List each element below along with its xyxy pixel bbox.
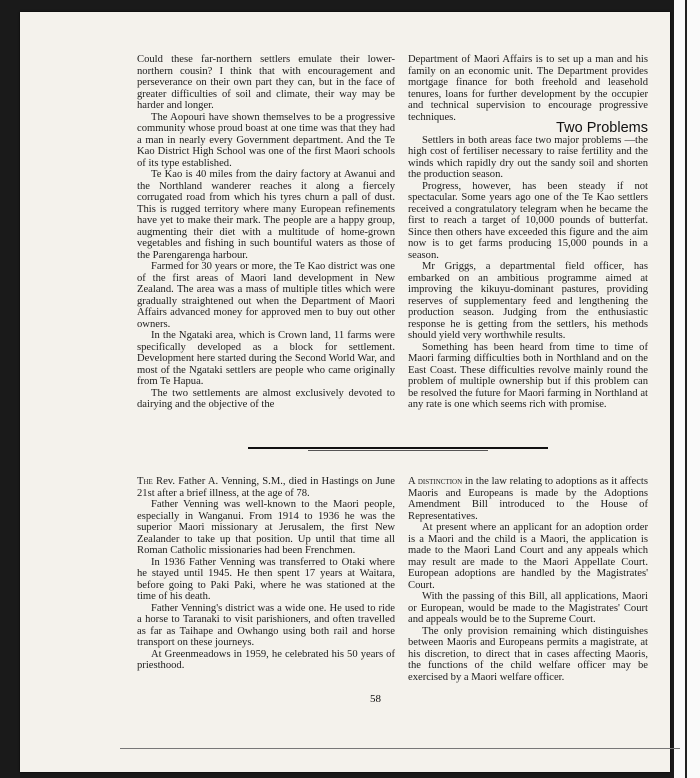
- paragraph: The Aopouri have shown themselves to be a progressive community whose proud boast at one time was that they had a man in nearly every Government department. And the Te Kao District High School was one of the first Maori schools of its type established.: [137, 111, 395, 169]
- column-top-left: [137, 54, 395, 411]
- paragraph: [408, 476, 648, 522]
- paragraph: Something has been heard from time to time of Maori farming difficulties both in Northland and on the East Coast. These difficulties revolve mainly round the problem of multiple ownership but if this problem can be resolved the future for Maori farming in Northland at any rate is one which seems rich with promise.: [408, 341, 648, 410]
- lead-word: A distinction: [408, 476, 463, 487]
- paragraph: Te Kao is 40 miles from the dairy factory at Awanui and the Northland wanderer reaches it along a fiercely corrugated road from which his tyres churn a pall of dust. This is rugged territory where many European refinements have yet to make their mark. The people are a happy group, augmenting their diet with a multitude of home-grown vegetables and fishing in such bountiful waters as those of the Parengarenga harbour.: [137, 169, 395, 261]
- column-bottom-left: [137, 476, 395, 672]
- page-number: 58: [370, 693, 381, 705]
- paragraph: [137, 476, 395, 499]
- paragraph-text: Rev. Father A. Venning, S.M., died in Hastings on June 21st after a brief illness, at the age of 78.: [137, 476, 395, 499]
- paragraph: In 1936 Father Venning was transferred to Otaki where he stayed until 1945. He then spent 17 years at Waitara, before going to Paki Paki, where he was stationed at the time of his death.: [137, 556, 395, 602]
- paragraph: Father Venning's district was a wide one. He used to ride a horse to Taranaki to visit parishioners, and often travelled as far as Taihape and Owhango using both rail and horse transport on these journeys.: [137, 602, 395, 648]
- section-heading: Two Problems: [556, 120, 648, 136]
- paragraph: At Greenmeadows in 1959, he celebrated his 50 years of priesthood.: [137, 648, 395, 671]
- paragraph: Progress, however, has been steady if not spectacular. Some years ago one of the Te Kao settlers received a congratulatory telegram when he became the first to reach a target of 10,000 pounds of butterfat. Since then others have exceeded this figure and the aim now is to get farms producing 15,000 pounds in a season.: [408, 180, 648, 261]
- paragraph: Father Venning was well-known to the Maori people, especially in Wanganui. From 1914 to 1936 he was the superior Maori missionary at Jerusalem, the first New Zealander to take up that position. Up until that time all Roman Catholic missionaries had been Frenchmen.: [137, 499, 395, 556]
- paragraph: The two settlements are almost exclusively devoted to dairying and the objective of the: [137, 387, 395, 410]
- lead-word: The: [137, 476, 153, 487]
- paragraph: In the Ngataki area, which is Crown land, 11 farms were specifically developed as a block for settlement. Development here started during the Second World War, and most of the Ngataki settlers are people who came originally from Te Hapua.: [137, 330, 395, 387]
- paragraph: Farmed for 30 years or more, the Te Kao district was one of the first areas of Maori land development in New Zealand. The area was a mass of multiple titles which were gradually straightened out when the Department of Maori Affairs advanced money for approved men to buy out other owners.: [137, 261, 395, 330]
- column-bottom-right: [408, 476, 648, 683]
- paragraph-text: in the law relating to adoptions as it affects Maoris and Europeans is made by the Adoptions Amendment Bill introduced to the House of Representatives.: [408, 476, 648, 522]
- paragraph: At present where an applicant for an adoption order is a Maori and the child is a Maori, the application is made to the Maori Land Court and any appeals which may result are made to the Maori Appellate Court. European adoptions are handled by the Magistrates' Court.: [408, 522, 648, 591]
- page-bottom-edge: [120, 748, 680, 749]
- paragraph: Department of Maori Affairs is to set up a man and his family on an economic unit. The Department provides mortgage finance for both freehold and leasehold tenures, loans for further development by the occupier and technical supervision to encourage progressive techniques.: [408, 54, 648, 123]
- paragraph: Settlers in both areas face two major problems —the high cost of fertiliser necessary to raise fertility and the winds which rapidly dry out the sandy soil and shorten the production season.: [408, 134, 648, 180]
- page-edge: [674, 0, 700, 778]
- paragraph: With the passing of this Bill, all applications, Maori or European, would be made to the Magistrates' Court and appeals would be to the Supreme Court.: [408, 591, 648, 625]
- paragraph: The only provision remaining which distinguishes between Maoris and Europeans permits a magistrate, at his discretion, to direct that in cases affecting Maoris, the functions of the child welfare officer may be exercised by a Maori welfare officer.: [408, 625, 648, 683]
- paragraph: Could these far-northern settlers emulate their lower-northern cousin? I think that with encouragement and perseverance on their own part they can, but in the face of greater difficulties of soil and climate, their way may be harder and longer.: [137, 54, 395, 111]
- column-top-right: [408, 54, 648, 411]
- paragraph: Mr Griggs, a departmental field officer, has embarked on an ambitious programme aimed at improving the kikuyu-dominant pastures, providing reserves of supplementary feed and lengthening the production season. Judging from the enthusiastic response he is getting from the settlers, his methods should yield very worthwhile results.: [408, 261, 648, 341]
- section-divider: [248, 447, 548, 449]
